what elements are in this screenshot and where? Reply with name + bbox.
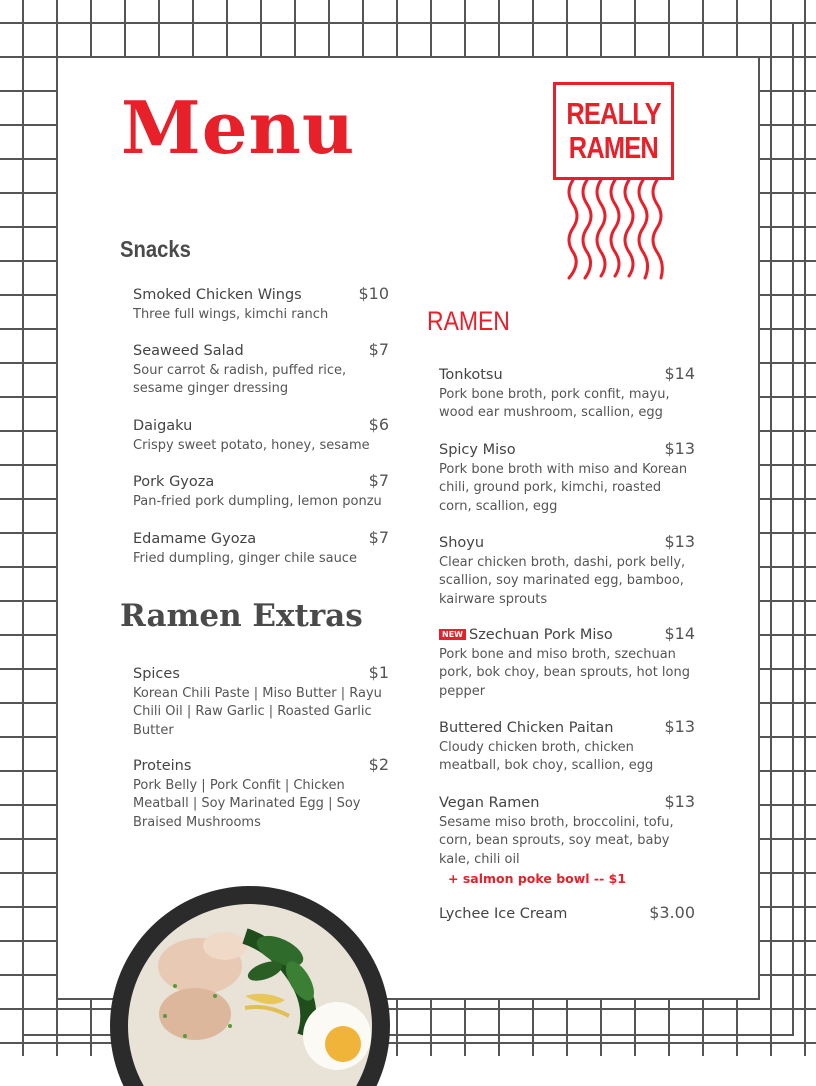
menu-item [133,471,389,511]
item-addon: + salmon poke bowl -- $1 [448,870,627,886]
item-price: $7 [368,340,389,359]
logo-line-1: REALLY [566,96,661,131]
item-name-text: Szechuan Pork Miso [468,627,613,643]
item-price: $1 [368,663,389,682]
item-description: Crispy sweet potato, honey, sesame [133,438,370,453]
menu-item [439,792,695,886]
item-price: $7 [368,528,389,547]
item-name: Shoyu [439,535,485,551]
item-name: Spicy Miso [439,442,516,458]
menu-item [439,364,695,423]
item-name: Pork Gyoza [133,474,215,490]
item-price: $14 [664,624,695,643]
item-name: Spices [133,666,180,682]
item-name: Buttered Chicken Paitan [439,720,614,736]
snacks-heading: Snacks [120,236,191,262]
menu-item [439,532,695,609]
item-name: Daigaku [133,418,193,434]
menu-item [133,340,389,399]
item-description: Pork bone broth with miso and Korean chili, ground pork, kimchi, roasted corn, scallion, egg [439,462,688,514]
menu-item [133,528,389,568]
new-badge: NEW [439,629,466,640]
ramen-heading: RAMEN [427,306,510,336]
really-ramen-logo [553,82,674,180]
item-description: Clear chicken broth, dashi, pork belly, scallion, soy marinated egg, bamboo, kairware sprouts [439,555,686,607]
item-price: $6 [368,415,389,434]
item-description: Pan-fried pork dumpling, lemon ponzu [133,494,382,509]
item-name: Vegan Ramen [439,795,540,811]
menu-item [133,284,389,324]
ramen-bowl-image [105,886,395,1086]
menu-item [439,903,695,922]
item-price: $2 [368,755,389,774]
ramen-extras-heading: Ramen Extras [120,598,363,634]
menu-item [133,663,389,740]
item-name: Lychee Ice Cream [439,906,568,922]
menu-title: Menu [121,85,356,170]
item-name: Tonkotsu [439,367,503,383]
menu-item [439,624,695,701]
item-description: Sour carrot & radish, puffed rice, sesame ginger dressing [133,363,347,397]
menu-item [439,439,695,516]
item-description: Cloudy chicken broth, chicken meatball, bok choy, scallion, egg [439,740,654,774]
item-name: Seaweed Salad [133,343,244,359]
item-description: Pork bone broth, pork confit, mayu, wood ear mushroom, scallion, egg [439,387,670,421]
menu-item [133,415,389,455]
menu-item [439,717,695,776]
item-name: Smoked Chicken Wings [133,287,302,303]
item-price: $7 [368,471,389,490]
item-price: $10 [358,284,389,303]
item-price: $13 [664,439,695,458]
item-description: Three full wings, kimchi ranch [133,307,329,322]
item-description: Pork Belly | Pork Confit | Chicken Meatball | Soy Marinated Egg | Soy Braised Mushrooms [133,778,361,830]
item-price: $13 [664,532,695,551]
item-price: $14 [664,364,695,383]
item-price: $3.00 [649,903,695,922]
item-description: Sesame miso broth, broccolini, tofu, corn, bean sprouts, soy meat, baby kale, chili oil [439,815,674,867]
item-name [439,627,613,643]
item-description: Fried dumpling, ginger chile sauce [133,551,357,566]
item-description: Korean Chili Paste | Miso Butter | Rayu Chili Oil | Raw Garlic | Roasted Garlic Butter [133,686,382,738]
noodles-icon [553,178,674,280]
item-name: Proteins [133,758,192,774]
menu-item [133,755,389,832]
item-price: $13 [664,792,695,811]
logo-line-2: RAMEN [568,130,659,165]
item-name: Edamame Gyoza [133,531,257,547]
item-description: Pork bone and miso broth, szechuan pork, bok choy, bean sprouts, hot long pepper [439,647,690,699]
item-price: $13 [664,717,695,736]
